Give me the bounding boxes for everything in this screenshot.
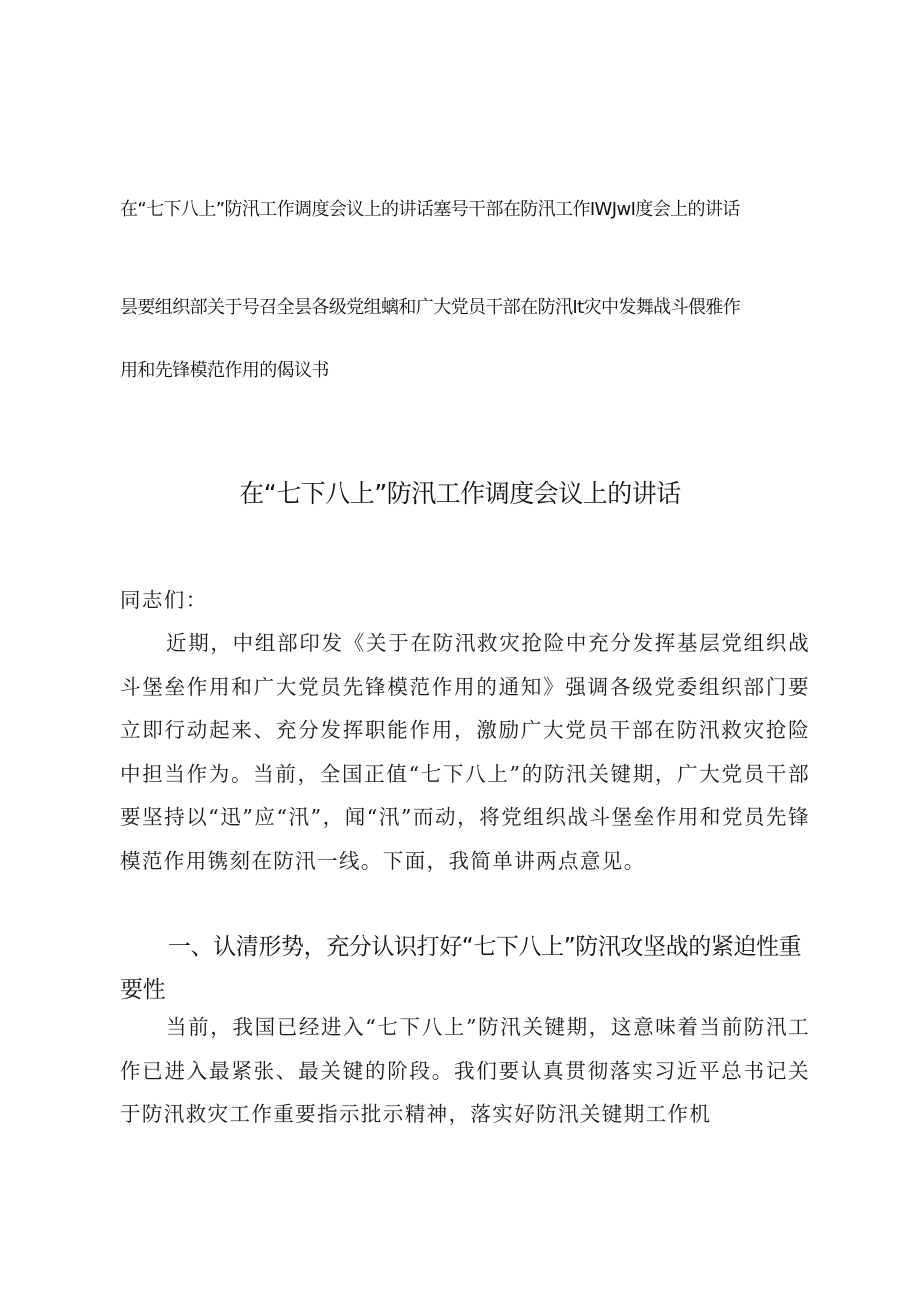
body-paragraph-1: 近期，中组部印发《关于在防汛救灾抢险中充分发挥基层党组织战斗堡垒作用和广大党员先锋模范作用的通知》强调各级党委组织部门要立即行动起来、充分发挥职能作用，激励广大党员干部在防汛救灾抢险中担当作为。当前，全国正值“七下八上”的防汛关键期，广大党员干部要坚持以“迅”应“汛”，闻“汛”而动，将党组织战斗堡垒作用和党员先锋模范作用镌刻在防汛一线。下面，我简单讲两点意见。 — [120, 631, 810, 873]
toc-entry-2: 昙要组织部关于号召全昙各级党组螭和广大党员干部在防汛It灾中发舞战斗偎雅作 — [120, 297, 741, 318]
body-paragraph-2: 当前，我国已经进入“七下八上”防汛关键期，这意味着当前防汛工作已进入最紧张、最关键的阶段。我们要认真贯彻落实习近平总书记关于防汛救灾工作重要指示批示精神，落实好防汛关键期工作机 — [120, 1015, 810, 1126]
document-title: 在“七下八上”防汛工作调度会议上的讲话 — [239, 479, 681, 508]
toc-entry-2-continued: 用和先锋模范作用的偈议书 — [120, 360, 329, 381]
salutation: 同志们： — [120, 588, 208, 612]
toc-entry-1: 在“七下八上”防汛工作调度会议上的讲话塞号干部在防汛工作IWJwI度会上的讲话 — [120, 199, 740, 220]
section-heading-1: 一、认清形势，充分认识打好“七下八上”防汛攻坚战的紧迫性重要性 — [120, 934, 802, 1003]
